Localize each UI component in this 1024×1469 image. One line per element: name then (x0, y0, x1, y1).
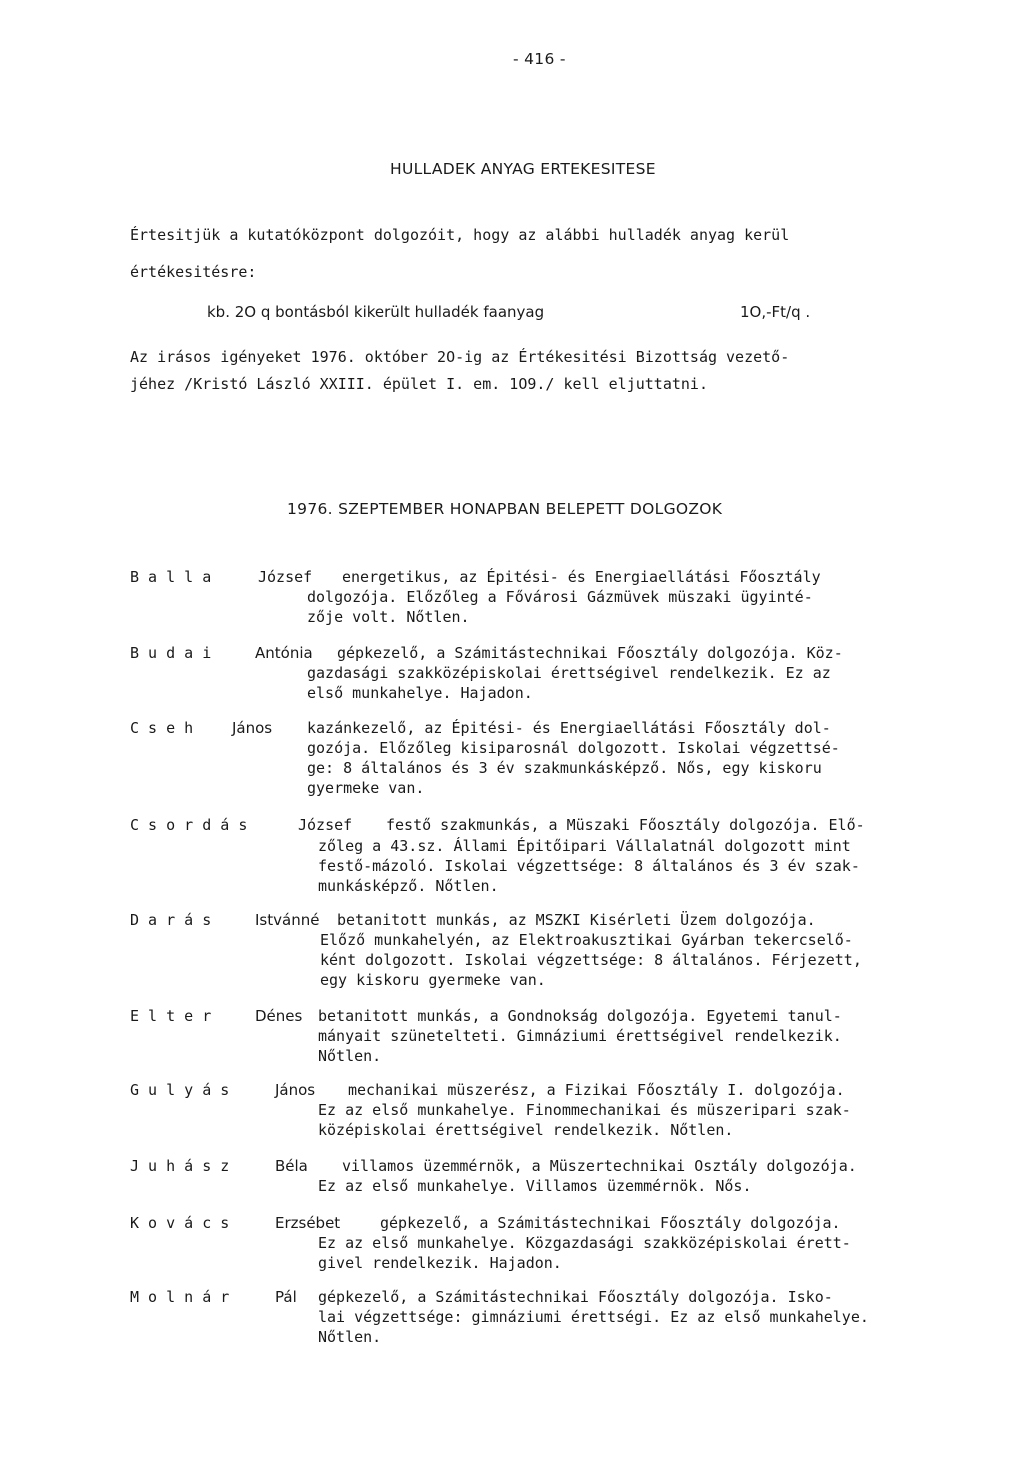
employee-description-cont: Ez az első munkahelye. Villamos üzemmérnök. Nős. (318, 1177, 752, 1195)
employee-surname: C s o r d á s (130, 816, 248, 834)
employee-surname: B a l l a (130, 568, 212, 586)
employee-given-name: Dénes (255, 1007, 303, 1025)
employee-surname: B u d a i (130, 644, 212, 662)
employee-given-name: Pál (275, 1288, 297, 1306)
notice-intro-line2: értékesitésre: (130, 263, 257, 281)
employee-description: betanitott munkás, az MSZKI Kisérleti Üzem dolgozója. (337, 911, 816, 929)
employee-description-cont: gyermeke van. (307, 779, 425, 797)
employee-description-cont: givel rendelkezik. Hajadon. (318, 1254, 562, 1272)
notice-title: HULLADEK ANYAG ERTEKESITESE (390, 160, 656, 178)
employee-given-name: János (275, 1081, 316, 1099)
notice-item-text: kb. 2O q bontásból kikerült hulladék faanyag (207, 303, 545, 321)
employee-description-cont: Előző munkahelyén, az Elektroakusztikai Gyárban tekercselő- (320, 931, 853, 949)
employee-description: energetikus, az Épitési- és Energiaellátási Főosztály (342, 568, 821, 586)
employee-description-cont: ként dolgozott. Iskolai végzettsége: 8 általános. Férjezett, (320, 951, 862, 969)
employee-description-cont: gozója. Előzőleg kisiparosnál dolgozott. Iskolai végzettsé- (307, 739, 840, 757)
notice-request-line1: Az irásos igényeket 1976. október 2O-ig az Értékesitési Bizottság vezető- (130, 348, 790, 366)
employee-description-cont: zője volt. Nőtlen. (307, 608, 470, 626)
employee-description-cont: Ez az első munkahelye. Finommechanikai és müszeripari szak- (318, 1101, 851, 1119)
employee-description-cont: ge: 8 általános és 3 év szakmunkásképző. Nős, egy kiskoru (307, 759, 822, 777)
employee-description: kazánkezelő, az Épitési- és Energiaellátási Főosztály dol- (307, 719, 831, 737)
employee-surname: J u h á s z (130, 1157, 230, 1175)
employee-surname: E l t e r (130, 1007, 212, 1025)
employee-description-cont: egy kiskoru gyermeke van. (320, 971, 546, 989)
employee-description-cont: Nőtlen. (318, 1047, 382, 1065)
employee-description: betanitott munkás, a Gondnokság dolgozója. Egyetemi tanul- (318, 1007, 842, 1025)
employee-given-name: Erzsébet (275, 1214, 341, 1232)
employee-description-cont: zőleg a 43.sz. Állami Épitőipari Vállalatnál dolgozott mint (318, 837, 851, 855)
employee-description: gépkezelő, a Számitástechnikai Főosztály dolgozója. Köz- (337, 644, 843, 662)
employee-description-cont: munkásképző. Nőtlen. (318, 877, 499, 895)
employee-description-cont: gazdasági szakközépiskolai érettségivel rendelkezik. Ez az (307, 664, 831, 682)
employee-description-cont: festő-mázoló. Iskolai végzettsége: 8 általános és 3 év szak- (318, 857, 860, 875)
employee-description-cont: mányait szünetelteti. Gimnáziumi érettségivel rendelkezik. (318, 1027, 842, 1045)
employee-description-cont: középiskolai érettségivel rendelkezik. Nőtlen. (318, 1121, 734, 1139)
employee-description: gépkezelő, a Számitástechnikai Főosztály dolgozója. (380, 1214, 841, 1232)
employee-surname: C s e h (130, 719, 194, 737)
employee-surname: G u l y á s (130, 1081, 230, 1099)
notice-intro-line1: Értesitjük a kutatóközpont dolgozóit, hogy az alábbi hulladék anyag kerül (130, 226, 790, 244)
employee-given-name: Antónia (255, 644, 313, 662)
employee-description-cont: Nőtlen. (318, 1328, 382, 1346)
employee-given-name: Istvánné (255, 911, 320, 929)
employee-description-cont: lai végzettsége: gimnáziumi érettségi. Ez az első munkahelye. (318, 1308, 869, 1326)
employee-description-cont: első munkahelye. Hajadon. (307, 684, 533, 702)
employee-given-name: József (298, 816, 353, 834)
employee-surname: K o v á c s (130, 1214, 230, 1232)
employee-description: villamos üzemmérnök, a Müszertechnikai Osztály dolgozója. (342, 1157, 857, 1175)
employee-description-cont: Ez az első munkahelye. Közgazdasági szakközépiskolai érett- (318, 1234, 851, 1252)
employee-surname: D a r á s (130, 911, 212, 929)
employee-description: festő szakmunkás, a Müszaki Főosztály dolgozója. Elő- (386, 816, 865, 834)
page-number: - 416 - (513, 50, 566, 68)
employee-description: mechanikai müszerész, a Fizikai Főosztály I. dolgozója. (348, 1081, 845, 1099)
employee-given-name: János (232, 719, 273, 737)
employee-given-name: József (258, 568, 313, 586)
employee-given-name: Béla (275, 1157, 308, 1175)
notice-request-line2: jéhez /Kristó László XXIII. épület I. em. 1O9./ kell eljuttatni. (130, 375, 708, 393)
section-title: 1976. SZEPTEMBER HONAPBAN BELEPETT DOLGOZOK (287, 500, 723, 518)
employee-description-cont: dolgozója. Előzőleg a Fővárosi Gázmüvek müszaki ügyinté- (307, 588, 813, 606)
notice-item-price: 1O,-Ft/q . (740, 303, 811, 321)
employee-description: gépkezelő, a Számitástechnikai Főosztály dolgozója. Isko- (318, 1288, 833, 1306)
employee-surname: M o l n á r (130, 1288, 230, 1306)
